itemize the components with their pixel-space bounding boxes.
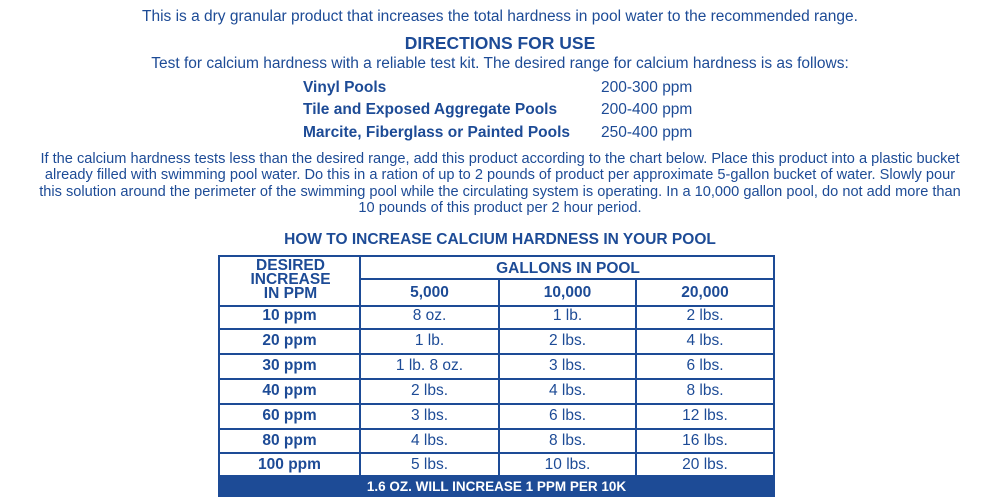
range-ppm: 200-400 ppm — [601, 101, 693, 118]
row-value: 4 lbs. — [410, 432, 449, 449]
column-header-10000: 10,000 — [543, 284, 592, 301]
row-value: 1 lb. — [414, 332, 445, 349]
table-footer-note: 1.6 OZ. WILL INCREASE 1 PPM PER 10K — [218, 477, 775, 497]
row-value: 1 lb. — [552, 307, 583, 324]
row-value: 8 lbs. — [548, 432, 587, 449]
row-value: 4 lbs. — [548, 382, 587, 399]
range-row-marcite — [0, 124, 1000, 146]
row-ppm: 40 ppm — [262, 382, 317, 399]
range-row-tile — [0, 101, 1000, 123]
desired-increase-header — [220, 259, 361, 301]
calcium-table — [218, 255, 775, 477]
row-value: 8 oz. — [412, 307, 447, 324]
table-title: HOW TO INCREASE CALCIUM HARDNESS IN YOUR POOL — [284, 231, 716, 248]
row-value: 16 lbs. — [682, 432, 728, 449]
header-line: IN PPM — [263, 285, 318, 302]
row-value: 2 lbs. — [686, 307, 724, 324]
row-value: 3 lbs. — [548, 357, 587, 374]
row-value: 2 lbs. — [548, 332, 587, 349]
row-value: 4 lbs. — [686, 332, 724, 349]
directions-heading: DIRECTIONS FOR USE — [404, 33, 596, 53]
paragraph-line: 10 pounds of this product per 2 hour period. — [358, 200, 642, 217]
row-value: 5 lbs. — [410, 456, 449, 473]
test-instructions: Test for calcium hardness with a reliable test kit. The desired range for calcium hardness is as follows: — [151, 55, 849, 72]
row-value: 2 lbs. — [410, 382, 449, 399]
row-value: 20 lbs. — [682, 456, 728, 473]
column-header-20000: 20,000 — [681, 284, 729, 301]
row-ppm: 30 ppm — [262, 357, 317, 374]
header-line: INCREASE — [250, 271, 331, 288]
row-value: 12 lbs. — [682, 407, 728, 424]
row-ppm: 60 ppm — [262, 407, 317, 424]
range-pool-type: Tile and Exposed Aggregate Pools — [303, 101, 558, 118]
range-pool-type: Vinyl Pools — [303, 79, 387, 96]
row-ppm: 100 ppm — [258, 456, 321, 473]
range-pool-type: Marcite, Fiberglass or Painted Pools — [303, 124, 571, 141]
range-ppm: 200-300 ppm — [601, 79, 693, 96]
instructions-paragraph — [20, 151, 980, 217]
paragraph-line: If the calcium hardness tests less than the desired range, add this product according to the chart below. Place this product into a plastic bucket — [40, 151, 960, 167]
row-value: 8 lbs. — [686, 382, 724, 399]
header-line: DESIRED — [256, 257, 325, 274]
gallons-header: GALLONS IN POOL — [496, 260, 640, 277]
column-header-5000: 5,000 — [410, 284, 449, 301]
row-value: 1 lb. 8 oz. — [395, 357, 464, 374]
range-row-vinyl — [0, 79, 1000, 101]
row-value: 6 lbs. — [548, 407, 587, 424]
intro-text: This is a dry granular product that increases the total hardness in pool water to the recommended range. — [142, 8, 858, 25]
paragraph-line: this solution around the perimeter of the swimming pool while the circulating system is operating. In a 10,000 gallon pool, do not add more than — [39, 183, 961, 200]
row-value: 6 lbs. — [686, 357, 724, 374]
row-ppm: 80 ppm — [262, 432, 317, 449]
row-ppm: 20 ppm — [262, 332, 317, 349]
row-value: 10 lbs. — [544, 456, 591, 473]
range-ppm: 250-400 ppm — [601, 124, 693, 141]
row-value: 3 lbs. — [410, 407, 449, 424]
paragraph-line: already filled with swimming pool water. Do this in a ration of up to 2 pounds of product per approximate 5-gallon bucket of water. Slowly pour — [44, 167, 956, 184]
row-ppm: 10 ppm — [262, 307, 317, 324]
